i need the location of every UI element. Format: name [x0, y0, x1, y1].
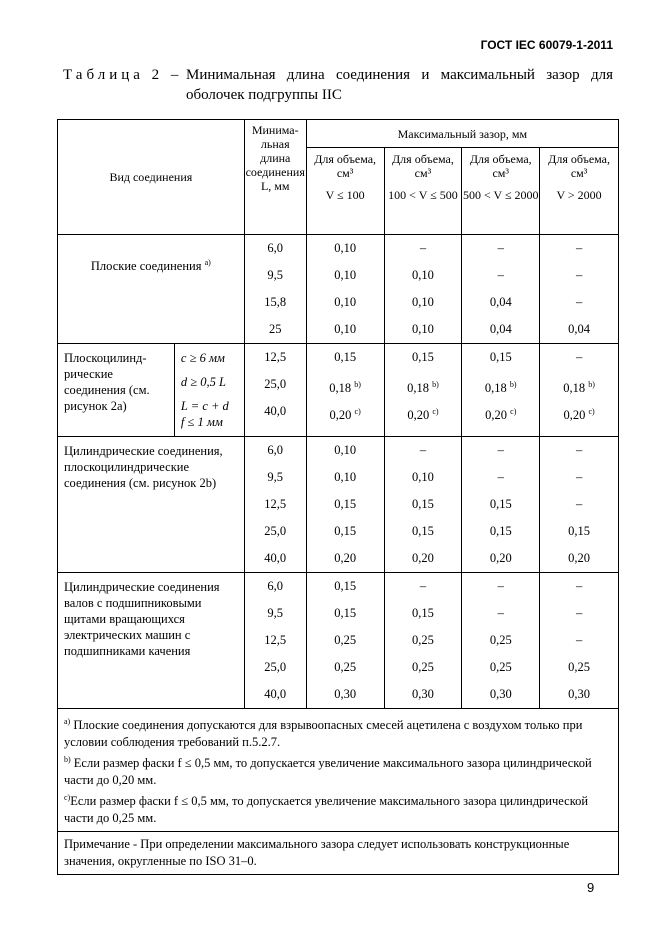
group-plane-cyl: Плоскоцилинд-рические соединения (см. рисунок 2а)	[58, 344, 175, 437]
gap-table	[57, 119, 619, 875]
header-vol-1	[306, 148, 384, 235]
remark: Примечание - При определении максимального зазора следует использовать конструкционные значения, округленные по ISO 31–0.	[58, 832, 619, 875]
vol-label: Для объема, см³	[548, 152, 611, 180]
page-number: 9	[587, 880, 595, 895]
footnote-a: $^{а)}$ Плоские соединения допускаются для взрывоопасных смесей ацетилена с воздухом только при условии соблюдения требований п.5.2.7.	[64, 717, 583, 750]
header-min-length: Минима-льная длина соединения L, мм	[244, 120, 306, 235]
table-row: Плоскоцилинд-рические соединения (см. рисунок 2а) c ≥ 6 мм d ≥ 0,5 L L = c + d f ≤ 1 мм 12,5 25,0 40,0 0,15 0,18 $^{b)}$ 0,20 $^{c)}$ 0,15 0,18 $^{b)}$ 0,20 $^{c)}$ 0,15 0,18 $^{b)}$ 0,20 $^{c)}$ – 0,18 $^{b)}$ 0,20 $^{c)}$	[58, 344, 619, 437]
caption-label: Таблица 2 –	[63, 67, 183, 83]
footnote-c: $^{c)}$Если размер фаски f ≤ 0,5 мм, то допускается увеличение максимального зазора цилиндрической части до 0,25 мм.	[64, 793, 589, 826]
caption-text: Минимальная длина соединения и максимальный зазор для оболочек подгруппы IIC	[186, 67, 613, 103]
table-row: Цилиндрические соединения, плоскоцилиндрические соединения (см. рисунок 2b) 6,0 9,5 12,5 25,0 40,0 0,10 0,10 0,15 0,15 0,20 – 0,10 0,15 0,15 0,20 – – 0,15 0,15 0,20 – – – 0,15 0,20	[58, 437, 619, 573]
footnotes	[58, 709, 619, 832]
header-joint-type: Вид соединения	[58, 120, 245, 235]
group-cylindrical: Цилиндрические соединения, плоскоцилиндрические соединения (см. рисунок 2b)	[58, 437, 245, 573]
vol-range: V ≤ 100	[325, 188, 365, 202]
vol-label: Для объема, см³	[469, 152, 532, 180]
vol-range: 100 < V ≤ 500	[388, 188, 458, 202]
footnote-b: $^{b)}$ Если размер фаски f ≤ 0,5 мм, то допускается увеличение максимального зазора цилиндрической части до 0,20 мм.	[64, 755, 592, 788]
vol-label: Для объема, см³	[314, 152, 377, 180]
vol-range: V > 2000	[556, 188, 602, 202]
header-vol-2	[384, 148, 462, 235]
group-shaft: Цилиндрические соединения валов с подшипниковыми щитами вращающихся электрических машин с подшипниками качения	[58, 573, 245, 709]
table-row: Цилиндрические соединения валов с подшипниковыми щитами вращающихся электрических машин с подшипниками качения 6,0 9,5 12,5 25,0 40,0 0,15 0,15 0,25 0,25 0,30 – 0,15 0,25 0,25 0,30 – – 0,25 0,25 0,30 – – – 0,25 0,30	[58, 573, 619, 709]
table-row: Плоские соединения $^{а)}$ 6,0 9,5 15,8 25 0,10 0,10 0,10 0,10 – 0,10 0,10 0,10 – – 0,04 0,04 – – – 0,04	[58, 235, 619, 344]
group-flat: Плоские соединения $^{а)}$	[58, 235, 245, 344]
header-max-gap: Максимальный зазор, мм	[306, 120, 618, 148]
standard-code: ГОСТ IEC 60079-1-2011	[480, 38, 613, 52]
vol-range: 500 < V ≤ 2000	[462, 188, 539, 202]
header-vol-4	[540, 148, 619, 235]
vol-label: Для объема, см³	[392, 152, 454, 180]
group-conditions: c ≥ 6 мм d ≥ 0,5 L L = c + d f ≤ 1 мм	[174, 344, 244, 437]
header-vol-3	[462, 148, 540, 235]
